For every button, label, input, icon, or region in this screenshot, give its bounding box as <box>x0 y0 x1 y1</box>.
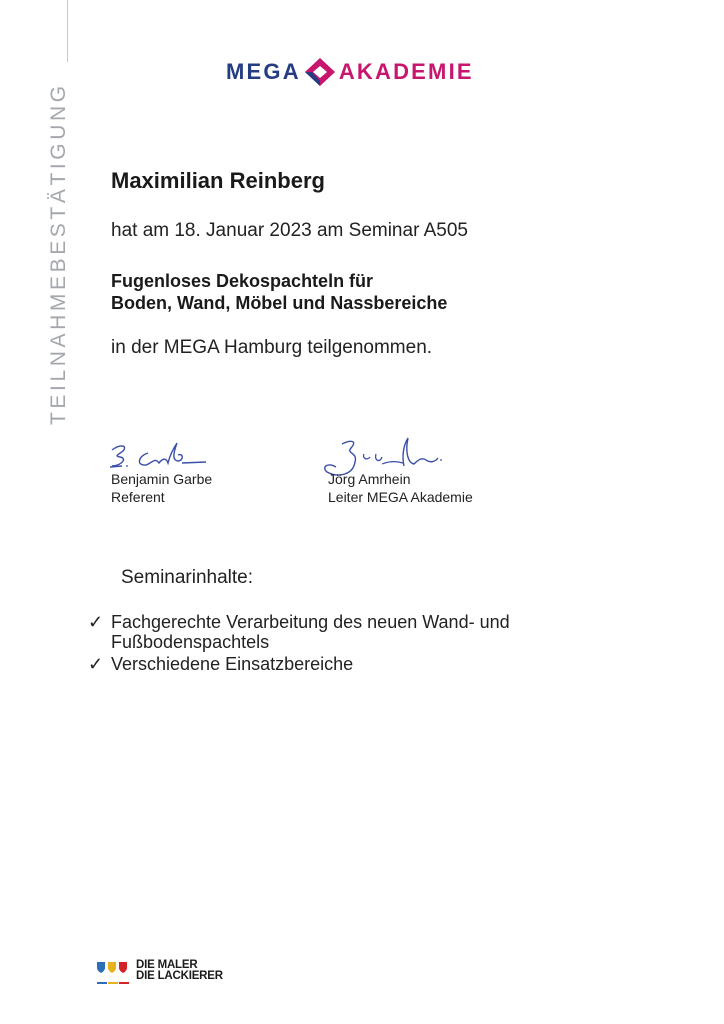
contents-list <box>88 612 608 676</box>
diamond-logo-icon <box>302 57 338 87</box>
signatory-name: Jörg Amrhein <box>328 471 411 487</box>
signatory-name: Benjamin Garbe <box>111 471 213 487</box>
shields-icon <box>96 960 132 988</box>
signatory-role: Referent <box>111 489 165 505</box>
checkmark-icon: ✓ <box>88 612 104 632</box>
list-item <box>88 654 608 674</box>
die-maler-logo <box>96 960 223 988</box>
mega-akademie-logo <box>226 52 474 92</box>
signature-garbe-icon <box>106 436 216 472</box>
checkmark-icon: ✓ <box>88 654 104 674</box>
list-item-text: Verschiedene Einsatzbereiche <box>111 654 354 674</box>
seminar-date-line: hat am 18. Januar 2023 am Seminar A505 <box>111 220 469 241</box>
signatory-garbe <box>111 470 212 506</box>
list-item <box>88 612 608 652</box>
signatory-amrhein <box>328 470 473 506</box>
contents-heading: Seminarinhalte: <box>121 567 254 588</box>
logo-word-akademie: AKADEMIE <box>338 59 474 84</box>
logo-word-mega: MEGA <box>226 59 301 84</box>
course-title-line-2: Boden, Wand, Möbel und Nassbereiche <box>111 293 448 313</box>
participant-name: Maximilian Reinberg <box>111 168 325 193</box>
list-item-text: Fachgerechte Verarbeitung des neuen Wand- und Fußbodenspachtels <box>111 612 510 652</box>
course-title <box>111 270 447 314</box>
side-rule <box>67 0 68 62</box>
course-title-line-1: Fugenloses Dekospachteln für <box>111 271 374 291</box>
footer-logo-text <box>136 960 223 982</box>
side-title: TEILNAHMEBESTÄTIGUNG <box>47 82 70 425</box>
location-line: in der MEGA Hamburg teilgenommen. <box>111 337 433 358</box>
footer-logo-line-1: DIE MALER <box>136 959 198 971</box>
signatory-role: Leiter MEGA Akademie <box>328 489 473 505</box>
footer-logo-line-2: DIE LACKIERER <box>136 970 223 982</box>
